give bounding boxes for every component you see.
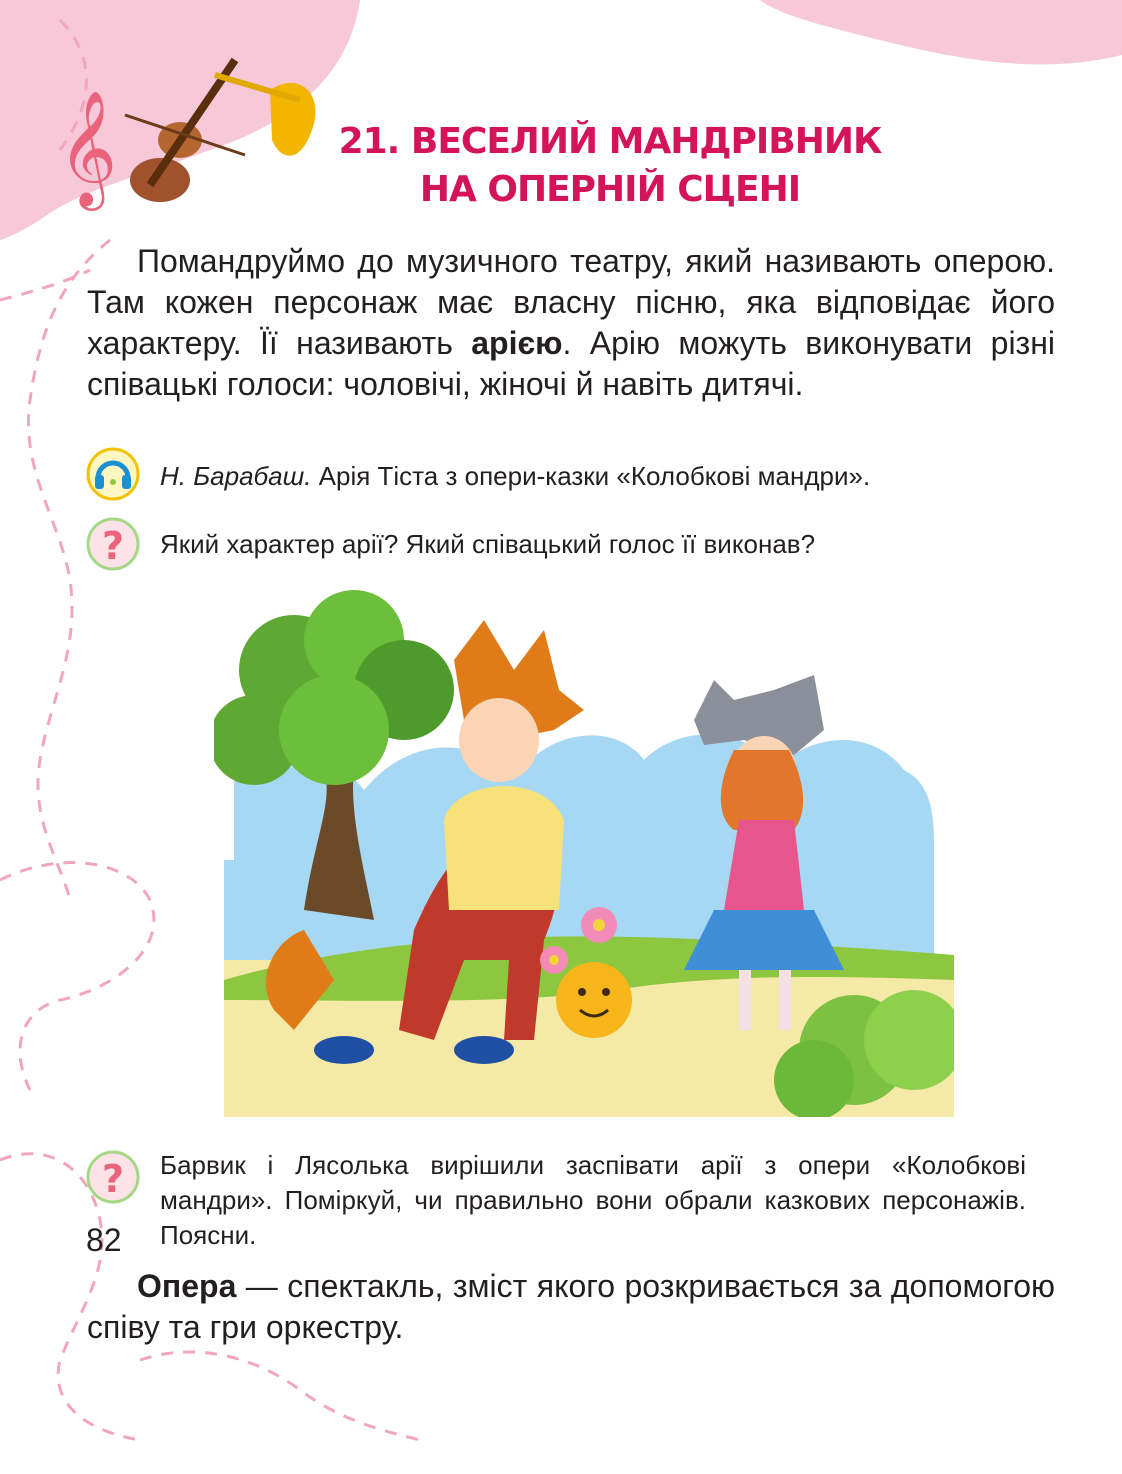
- intro-paragraph: [87, 241, 1055, 405]
- intro-text-start: Помандруймо до музичного театру, який називають оперою. Там кожен персонаж має власну пісню, яка відповідає його характеру. Її називають: [87, 243, 1055, 361]
- svg-text:𝄞: 𝄞: [58, 89, 118, 206]
- definition-text: — спектакль, зміст якого розкривається за допомогою співу та гри оркестру.: [87, 1268, 1055, 1345]
- task-question: Барвик і Лясолька вирішили заспівати арії з опери «Колобкові мандри». Поміркуй, чи правильно вони обрали казкових персонажів. Поясни.: [160, 1150, 1026, 1250]
- question-icon: [86, 1150, 140, 1204]
- aria-term: арією: [471, 325, 563, 361]
- definition-paragraph: [87, 1266, 1055, 1348]
- headphones-icon: [86, 447, 140, 501]
- composer-name: Н. Барабаш.: [160, 461, 312, 491]
- listening-line: [160, 459, 870, 493]
- lesson-title-line2: НА ОПЕРНІЙ СЦЕНІ: [419, 169, 801, 210]
- question-line: Який характер арії? Який співацький голос її виконав?: [160, 529, 816, 559]
- svg-text:?: ?: [101, 1157, 125, 1201]
- lesson-title-line1: 21. ВЕСЕЛИЙ МАНДРІВНИК: [338, 121, 882, 162]
- opera-scene-illustration: [214, 580, 954, 1117]
- intro-text-end: . Арію можуть виконувати різні співацькі голоси: чоловічі, жіночі й навіть дитячі.: [87, 325, 1056, 402]
- question-icon: [86, 517, 140, 571]
- page-number: 82: [86, 1222, 122, 1258]
- lesson-title: [330, 118, 890, 214]
- opera-term: Опера: [137, 1268, 237, 1304]
- listening-piece: Арія Тіста з опери-казки «Колобкові мандри».: [311, 461, 871, 491]
- svg-text:?: ?: [101, 524, 125, 568]
